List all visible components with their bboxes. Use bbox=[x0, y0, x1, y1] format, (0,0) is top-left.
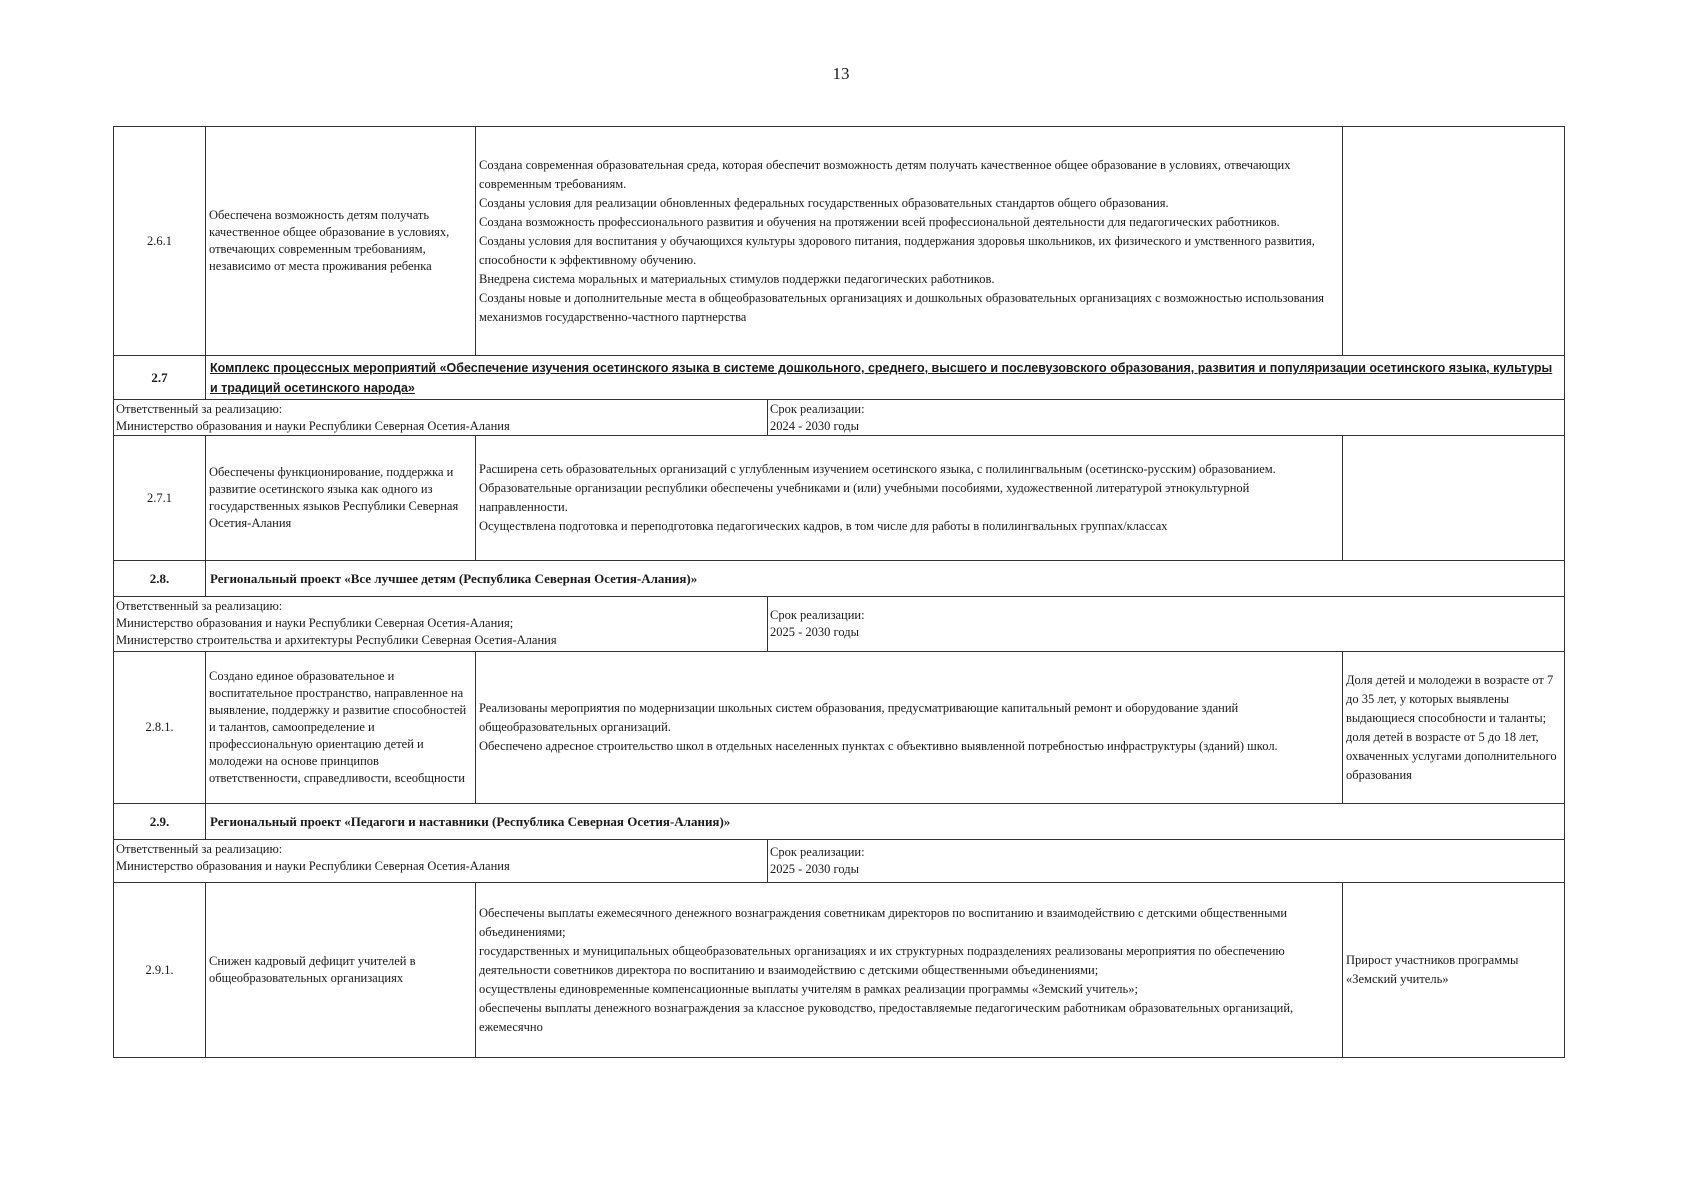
effect-item: Созданы условия для воспитания у обучающихся культуры здорового питания, поддержания здоровья школьников, их физического и умственного развития, способности к эффективному обучению. bbox=[479, 233, 1315, 267]
responsible-cell bbox=[114, 840, 768, 882]
effect-item: Осуществлена подготовка и переподготовка педагогических кадров, в том числе для работы в полилингвальных группах/классах bbox=[479, 519, 1168, 533]
section-row bbox=[114, 804, 1564, 840]
indicator-item: Доля детей и молодежи в возрасте от 7 до 35 лет, у которых выявлены выдающиеся способности и таланты; bbox=[1346, 672, 1554, 725]
responsible-row bbox=[114, 400, 1564, 436]
term-cell bbox=[768, 597, 1564, 651]
indicator-cell bbox=[1343, 436, 1564, 560]
effect-item: государственных и муниципальных общеобразовательных организациях и их структурных подразделениях реализованы мероприятия по обеспечению деятельности советников директора по воспитанию и взаимодействию с детскими общественными объединениями; bbox=[479, 943, 1285, 977]
program-table bbox=[113, 126, 1565, 1058]
effect-item: Создана возможность профессионального развития и обучения на протяжении всей профессиональной деятельности для педагогических работников. bbox=[479, 214, 1280, 229]
responsible-org: Министерство образования и науки Республики Северная Осетия-Алания bbox=[116, 419, 510, 433]
task-result-text: Создано единое образовательное и воспитательное пространство, направленное на выявление, поддержку и развитие способностей и талантов, самоопределение и профессиональную ориентацию детей и молодежи на основе принципов ответственности, справедливости, всеобщности bbox=[209, 669, 467, 785]
responsible-cell bbox=[114, 597, 768, 651]
responsible-row bbox=[114, 840, 1564, 883]
section-title bbox=[206, 356, 1564, 399]
effect-item: Расширена сеть образовательных организаций с углубленным изучением осетинского языка, с полилингвальным (осетинско-русским) образованием. bbox=[479, 462, 1276, 476]
section-row bbox=[114, 356, 1564, 400]
section-title: Региональный проект «Педагоги и наставники (Республика Северная Осетия-Алания)» bbox=[210, 814, 731, 829]
task-result-cell bbox=[206, 883, 476, 1057]
responsible-label: Ответственный за реализацию: bbox=[116, 842, 283, 856]
table-row bbox=[114, 127, 1564, 356]
term-value: 2024 - 2030 годы bbox=[770, 418, 860, 433]
effect-item: Образовательные организации республики обеспечены учебниками и (или) учебными пособиями, художественной литературой этнокультурной направленности. bbox=[479, 481, 1250, 514]
table-row bbox=[114, 883, 1564, 1057]
effect-item: Созданы условия для реализации обновленных федеральных государственных образовательных стандартов общего образования. bbox=[479, 195, 1169, 210]
indicator-item: Прирост участников программы «Земский учитель» bbox=[1346, 953, 1519, 986]
term-cell bbox=[768, 400, 1564, 435]
responsible-org: Министерство строительства и архитектуры Республики Северная Осетия-Алания bbox=[116, 633, 557, 647]
row-number: 2.9.1. bbox=[114, 883, 206, 1057]
row-number: 2.6.1 bbox=[114, 127, 206, 355]
term-value: 2025 - 2030 годы bbox=[770, 625, 860, 639]
responsible-org: Министерство образования и науки Республики Северная Осетия-Алания; bbox=[116, 616, 514, 630]
task-result-cell bbox=[206, 436, 476, 560]
effect-item: Созданы новые и дополнительные места в общеобразовательных организациях и дошкольных образовательных организациях с возможностью использования механизмов государственно-частного партнерства bbox=[479, 290, 1325, 324]
effect-item: Обеспечены выплаты ежемесячного денежного вознаграждения советникам директоров по воспитанию и взаимодействию с детскими общественными объединениями; bbox=[479, 905, 1288, 939]
responsible-org: Министерство образования и науки Республики Северная Осетия-Алания bbox=[116, 859, 510, 873]
effect-item: обеспечены выплаты денежного вознаграждения за классное руководство, предоставляемые педагогическим работникам образовательных организаций, ежемесячно bbox=[479, 1000, 1294, 1034]
table-row bbox=[114, 436, 1564, 561]
indicator-cell bbox=[1343, 883, 1564, 1057]
term-label: Срок реализации: bbox=[770, 401, 865, 416]
task-result-text: Обеспечены функционирование, поддержка и развитие осетинского языка как одного из государственных языков Республики Северная Осетия-Алания bbox=[209, 465, 459, 530]
term-value: 2025 - 2030 годы bbox=[770, 862, 860, 876]
page-number: 13 bbox=[832, 64, 850, 83]
task-result-text: Обеспечена возможность детям получать качественное общее образование в условиях, отвечающих современным требованиям, независимо от места проживания ребенка bbox=[209, 208, 450, 273]
section-title: Региональный проект «Все лучшее детям (Республика Северная Осетия-Алания)» bbox=[210, 571, 698, 586]
row-number: 2.8.1. bbox=[114, 652, 206, 803]
effect-item: Обеспечено адресное строительство школ в отдельных населенных пунктах с объективно выявленной потребностью инфраструктуры (зданий) школ. bbox=[479, 739, 1278, 753]
section-number: 2.7 bbox=[114, 356, 206, 399]
responsible-row bbox=[114, 597, 1564, 652]
term-label: Срок реализации: bbox=[770, 608, 865, 622]
effect-item: Реализованы мероприятия по модернизации школьных систем образования, предусматривающие капитальный ремонт и оборудование зданий общеобразовательных организаций. bbox=[479, 701, 1239, 734]
effects-cell bbox=[476, 883, 1343, 1057]
effects-cell bbox=[476, 652, 1343, 803]
effect-item: Внедрена система моральных и материальных стимулов поддержки педагогических работников. bbox=[479, 271, 995, 286]
effect-item: осуществлены единовременные компенсационные выплаты учителям в рамках реализации программы «Земский учитель»; bbox=[479, 981, 1138, 996]
effect-item: Создана современная образовательная среда, которая обеспечит возможность детям получать качественное общее образование в условиях, отвечающих современным требованиям. bbox=[479, 157, 1291, 191]
responsible-label: Ответственный за реализацию: bbox=[116, 599, 283, 613]
task-result-cell bbox=[206, 127, 476, 355]
section-row bbox=[114, 561, 1564, 597]
responsible-label: Ответственный за реализацию: bbox=[116, 402, 283, 416]
indicator-item: доля детей в возрасте от 5 до 18 лет, охваченных услугами дополнительного образования bbox=[1346, 729, 1557, 782]
task-result-cell bbox=[206, 652, 476, 803]
section-number: 2.8. bbox=[114, 561, 206, 596]
indicator-cell bbox=[1343, 127, 1564, 355]
responsible-cell bbox=[114, 400, 768, 435]
section-title-text: Комплекс процессных мероприятий «Обеспечение изучения осетинского языка в системе дошкольного, среднего, высшего и послевузовского образования, развития и популяризации осетинского языка, культуры и традиций осетинского народа» bbox=[210, 361, 1553, 395]
row-number: 2.7.1 bbox=[114, 436, 206, 560]
effects-cell bbox=[476, 436, 1343, 560]
indicator-cell bbox=[1343, 652, 1564, 803]
term-cell bbox=[768, 840, 1564, 882]
table-row bbox=[114, 652, 1564, 804]
task-result-text: Снижен кадровый дефицит учителей в общеобразовательных организациях bbox=[209, 954, 416, 985]
section-number: 2.9. bbox=[114, 804, 206, 839]
term-label: Срок реализации: bbox=[770, 845, 865, 859]
effects-cell bbox=[476, 127, 1343, 355]
